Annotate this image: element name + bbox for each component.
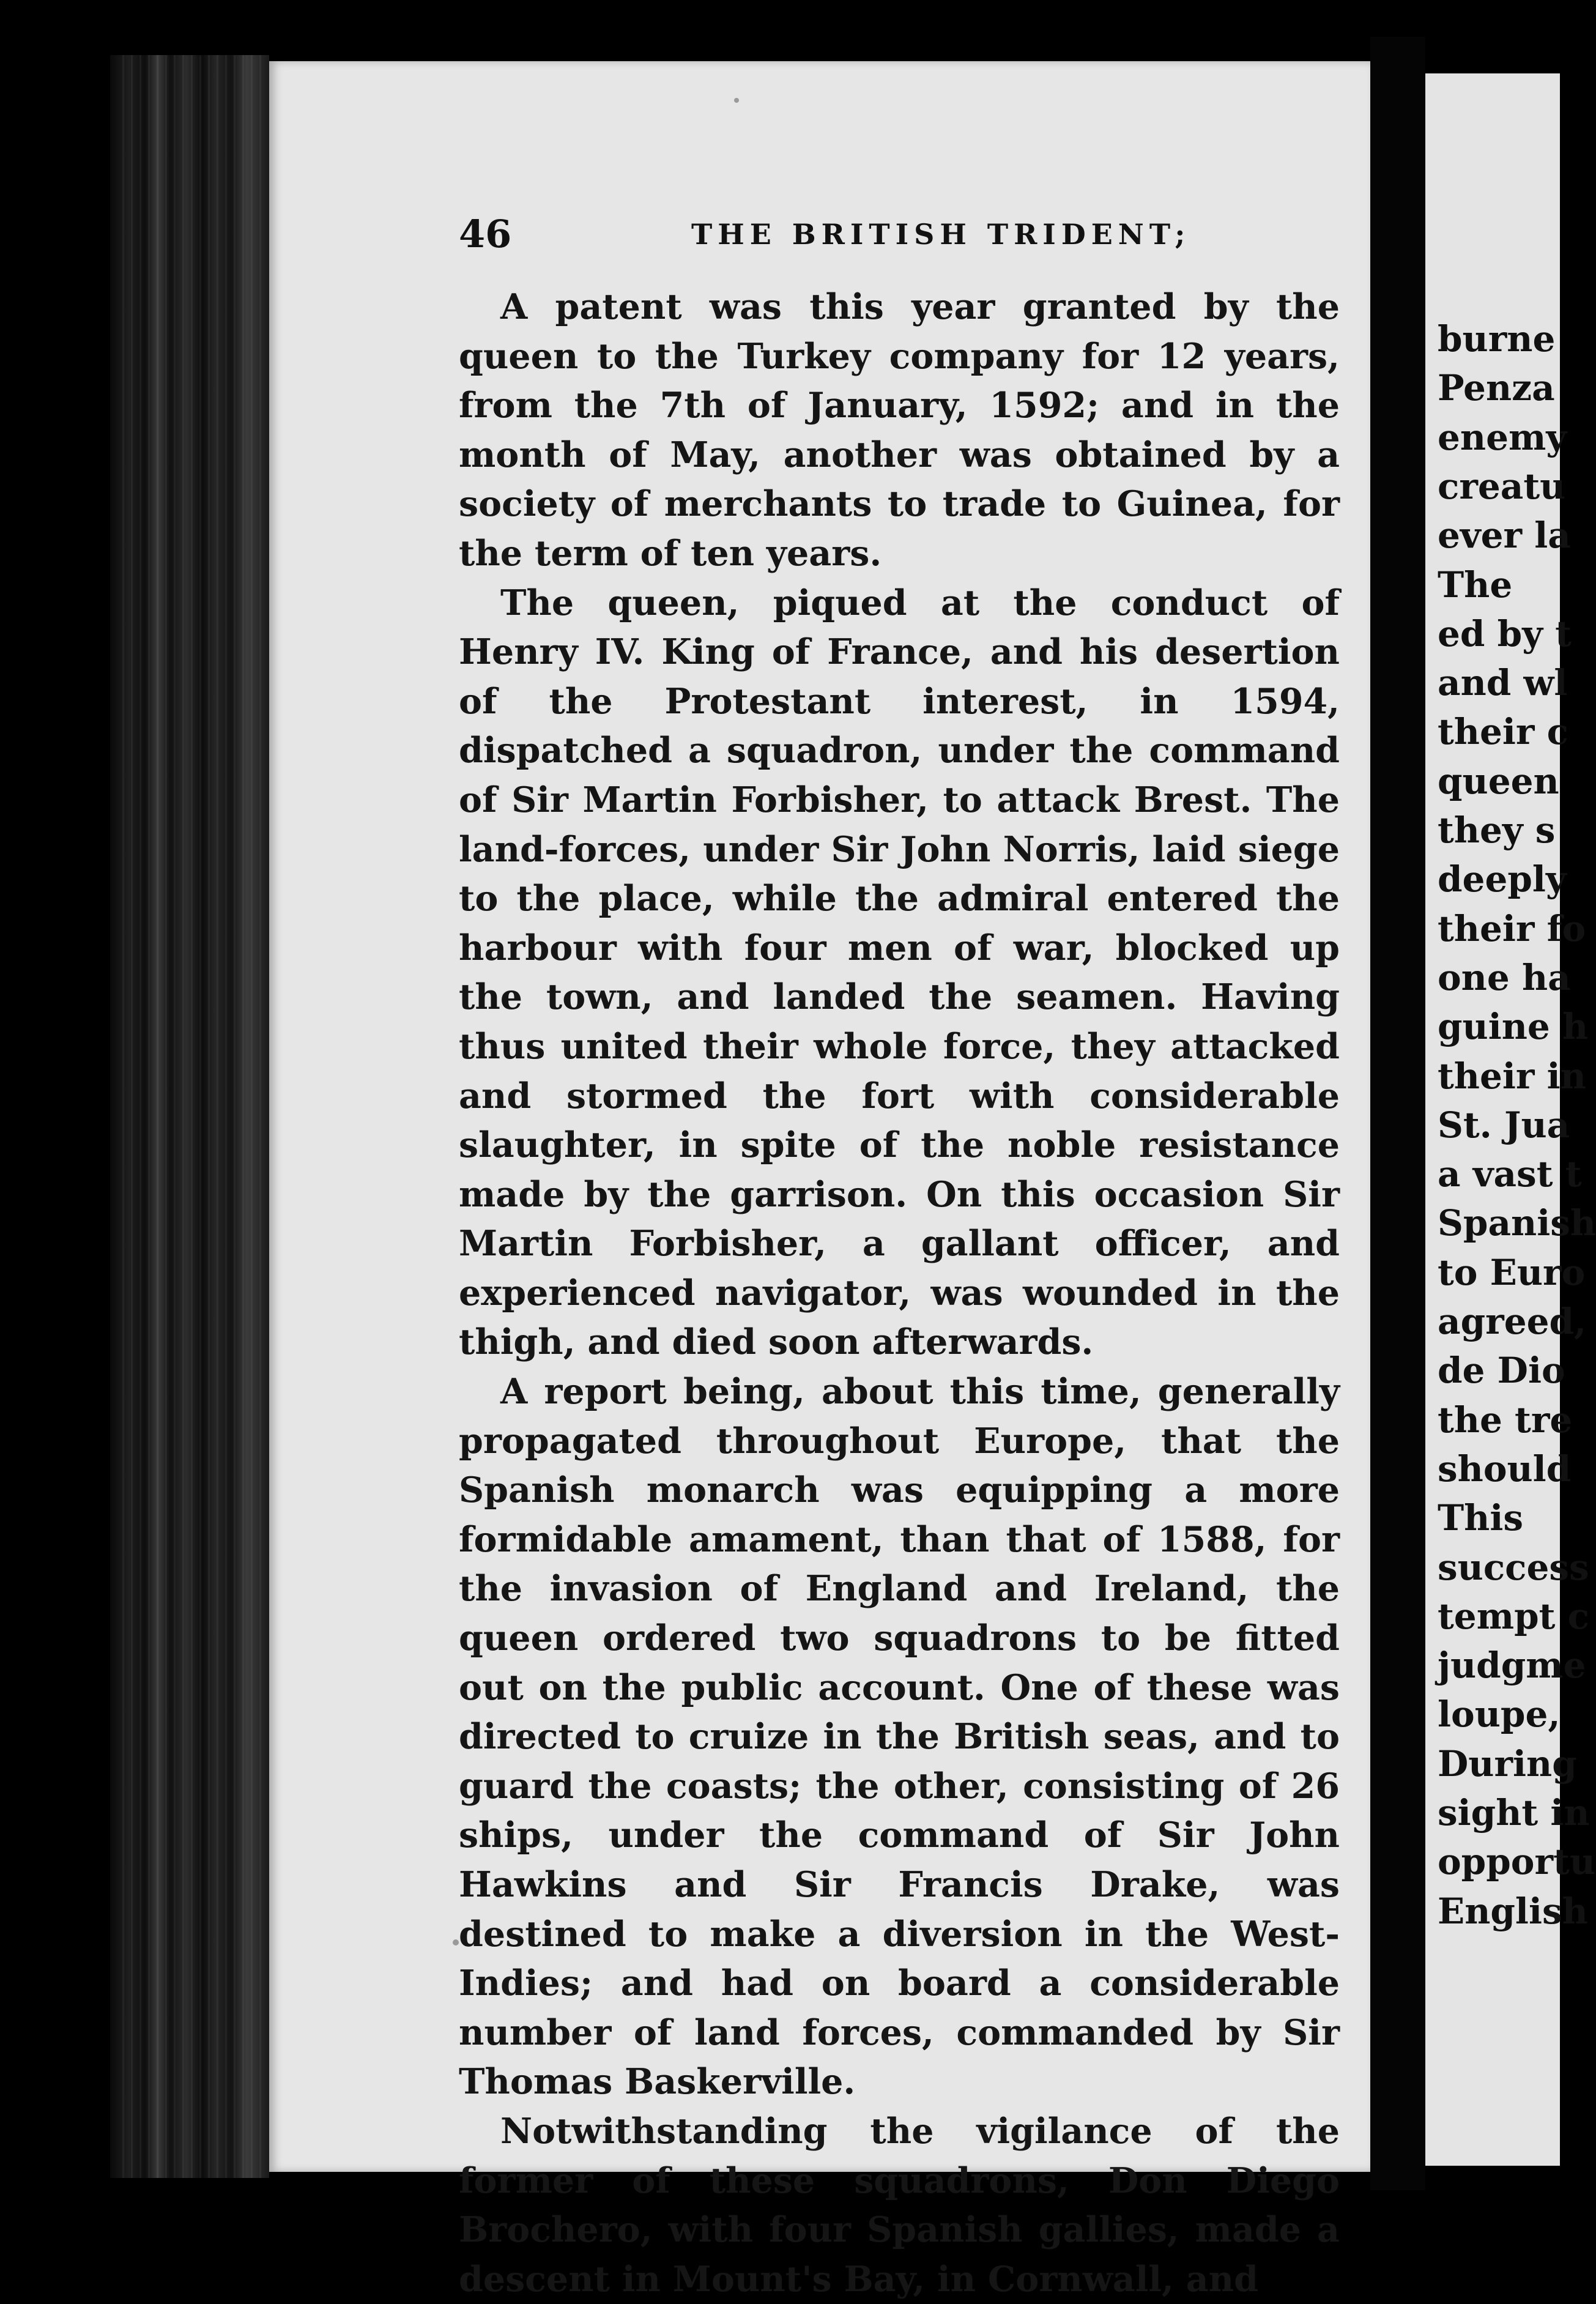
facing-page-line: sight in (1438, 1792, 1590, 1834)
facing-page-line: ever la (1438, 515, 1571, 557)
facing-page-line: and wl (1438, 662, 1568, 704)
facing-page (1425, 73, 1596, 2166)
facing-page-line: their c (1438, 711, 1568, 753)
facing-page-line: The (1438, 563, 1513, 606)
facing-page-line: should (1438, 1447, 1572, 1490)
facing-page-line: agreed, (1438, 1301, 1587, 1342)
facing-page-line: their in (1438, 1055, 1586, 1097)
paragraph: A patent was this year granted by the queen to the Turkey company for 12 years, from the 7th of January, 1592; and in the month of May, another was obtained by a society of merchants to trade to Guinea, for the term of ten years. (459, 286, 1340, 574)
running-head: THE BRITISH TRIDENT; (691, 218, 1191, 251)
facing-page-line: enemy (1438, 416, 1567, 458)
facing-page-line: burne (1438, 318, 1556, 360)
facing-page-line: Spanish (1438, 1202, 1596, 1244)
facing-page-line: tempt c (1438, 1595, 1589, 1637)
facing-page-line: Penza (1438, 367, 1555, 409)
page-header (269, 212, 1370, 261)
book-gutter (1370, 37, 1425, 2190)
paragraph: The queen, piqued at the conduct of Henry IV. King of France, and his desertion of the Protestant interest, in 1594, dispatched a squadron, under the command of Sir Martin Forbisher, to attack Brest. The land-forces, under Sir John Norris, laid siege to the place, while the admiral entered the harbour with four men of war, blocked up the town, and landed the seamen. Having thus united their whole force, they attacked and stormed the fort with considerable slaughter, in spite of the noble resistance made by the garrison. On this occasion Sir Martin Forbisher, a gallant officer, and experienced navigator, was wounded in the thigh, and died soon afterwards. (459, 582, 1340, 1363)
facing-page-line: they s (1438, 809, 1556, 851)
paragraph: Notwithstanding the vigilance of the former of these squadrons, Don Diego Brochero, with four Spanish gallies, made a descent in Mount's Bay, in Cornwall, and (459, 2110, 1340, 2300)
facing-page-line: creatu (1438, 465, 1566, 507)
facing-page-line: ed by t (1438, 612, 1572, 655)
body-text (459, 283, 1340, 2304)
left-page (269, 61, 1370, 2300)
facing-page-line: St. Jua (1438, 1104, 1570, 1146)
facing-page-line: deeply (1438, 858, 1567, 901)
facing-page-line: to Euro (1438, 1251, 1586, 1293)
paper-speck (734, 98, 739, 103)
facing-page-line: This (1438, 1497, 1524, 1539)
page-edges (122, 55, 263, 2178)
paper-speck (453, 1939, 459, 1945)
facing-page-line: queen (1438, 760, 1559, 802)
facing-page-line: opportu (1438, 1841, 1595, 1883)
facing-page-line: guine h (1438, 1006, 1589, 1048)
facing-page-line: a vast t (1438, 1153, 1582, 1195)
facing-page-line: de Dio (1438, 1350, 1565, 1392)
facing-page-line: loupe, (1438, 1693, 1561, 1736)
paragraph: A report being, about this time, generally propagated throughout Europe, that the Spanish monarch was equipping a more formidable amament, than that of 1588, for the invasion of England and Ireland, the queen ordered two squadrons to be fitted out on the public account. One of these was directed to cruize in the British seas, and to guard the coasts; the other, consisting of 26 ships, under the command of Sir John Hawkins and Sir Francis Drake, was destined to make a diversion in the West-Indies; and had on board a considerable number of land forces, commanded by Sir Thomas Baskerville. (459, 1371, 1340, 2103)
page-number: 46 (459, 212, 512, 256)
facing-page-line: the tre (1438, 1399, 1573, 1441)
facing-page-line: one ha (1438, 956, 1571, 998)
facing-page-line: their fo (1438, 907, 1586, 949)
facing-page-line: success (1438, 1546, 1589, 1588)
facing-page-line: English (1438, 1890, 1588, 1932)
facing-page-line: During (1438, 1742, 1577, 1785)
facing-page-line: judgme (1438, 1644, 1586, 1687)
